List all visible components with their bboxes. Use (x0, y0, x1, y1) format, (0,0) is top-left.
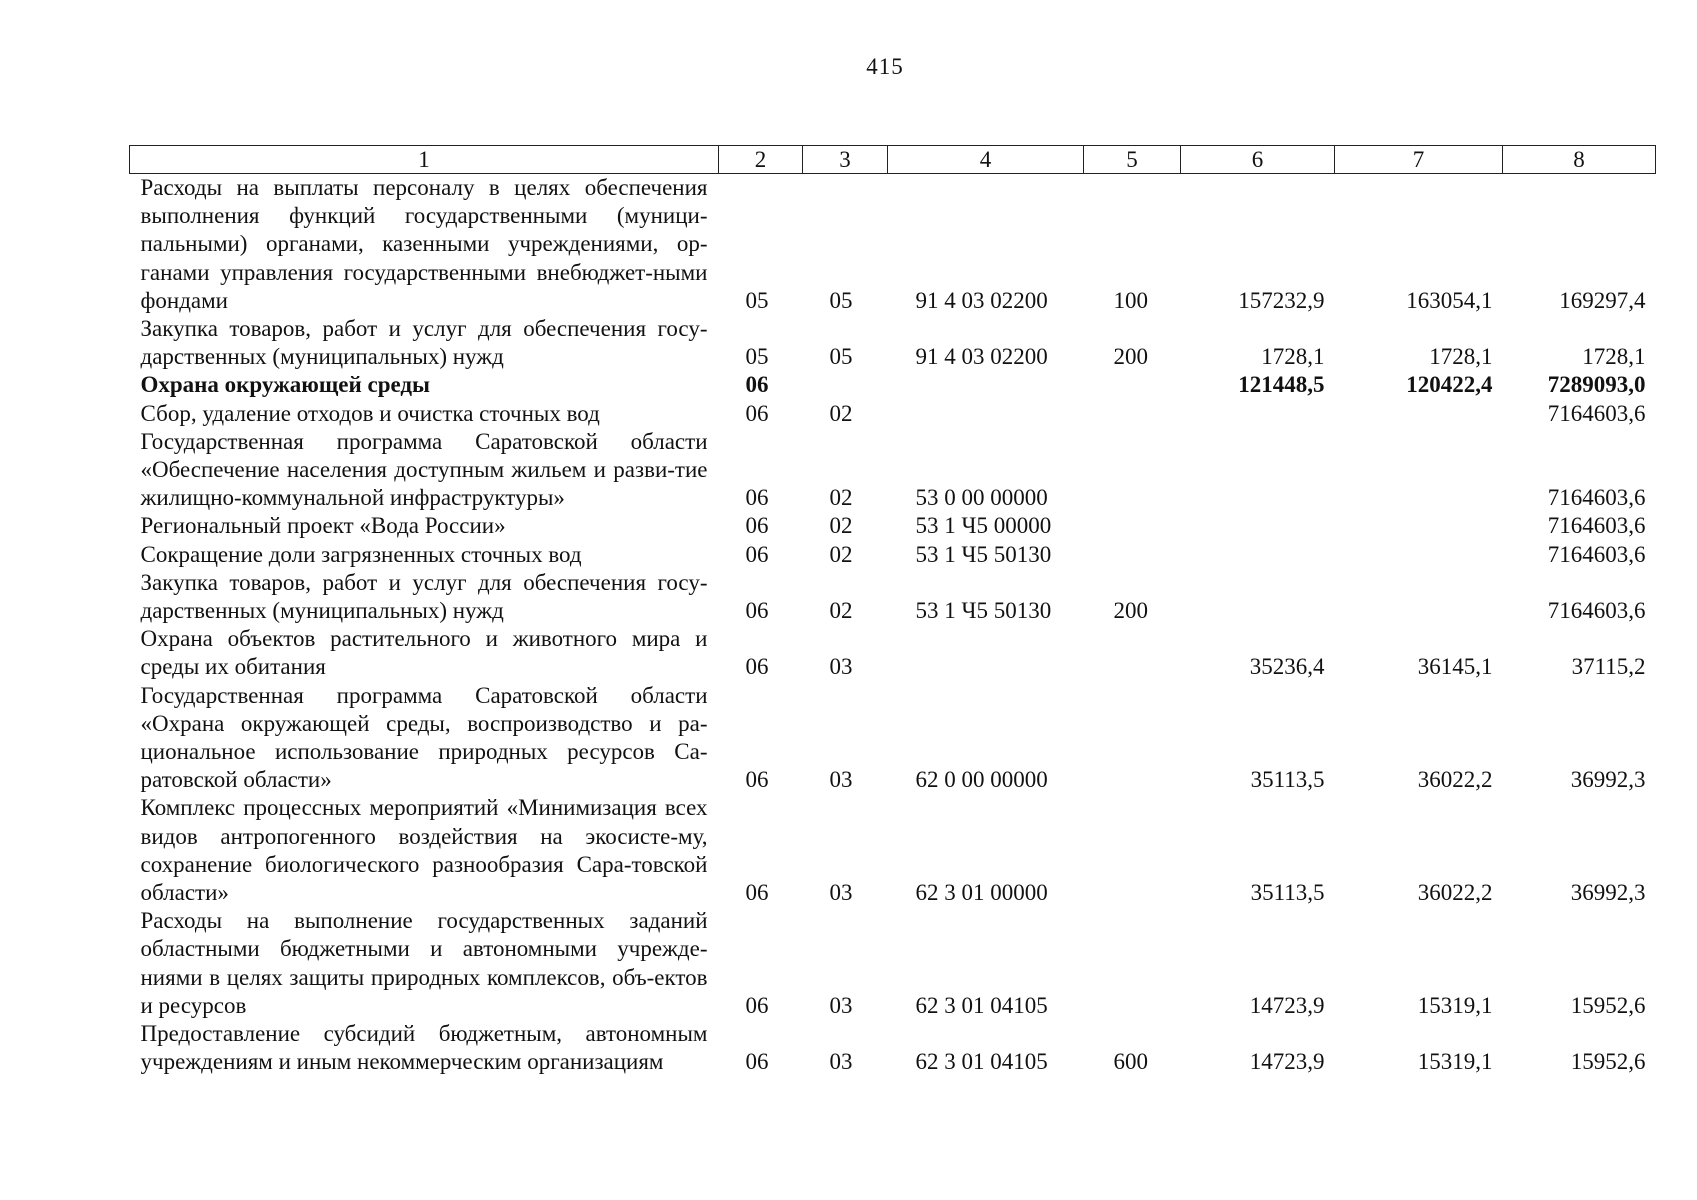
row-target-article: 62 3 01 04105 (915, 992, 1048, 1018)
row-amount-col6 (1181, 400, 1335, 428)
row-amount-col8: 169297,4 (1559, 287, 1646, 313)
row-subsection: 02 (829, 541, 853, 567)
row-amount-col8: 15952,6 (1570, 1049, 1646, 1075)
row-amount-col8: 7164603,6 (1547, 485, 1646, 511)
row-amount-col6 (1181, 541, 1335, 569)
row-amount-col8: 7164603,6 (1547, 598, 1646, 624)
row-expense-type: 100 (1113, 287, 1148, 313)
row-amount-col8: 15952,6 (1570, 992, 1646, 1018)
row-name: Расходы на выполнение государственных заданий областными бюджетными и автономными учрежде-ниями в целях защиты природных комплексов, объ-ектов и ресурсов (140, 908, 708, 1018)
table-row (130, 512, 1656, 540)
row-section: 06 (745, 654, 769, 680)
row-target-article (888, 371, 1084, 399)
row-amount-col8: 36992,3 (1570, 880, 1646, 906)
row-amount-col7 (1335, 569, 1503, 625)
row-amount-col6 (1181, 428, 1335, 513)
table-row (130, 541, 1656, 569)
row-section: 06 (745, 513, 769, 539)
table-body (130, 174, 1656, 1077)
row-expense-type (1084, 400, 1181, 428)
row-subsection: 02 (829, 400, 853, 426)
header-cell-3: 3 (803, 146, 888, 174)
table-row (130, 371, 1656, 399)
row-amount-col7 (1335, 512, 1503, 540)
row-expense-type: 600 (1113, 1049, 1148, 1075)
row-subsection: 05 (829, 344, 853, 370)
row-section: 06 (745, 1049, 769, 1075)
row-name: Закупка товаров, работ и услуг для обеспечения госу-дарственных (муниципальных) нужд (140, 569, 708, 624)
row-amount-col8: 1728,1 (1582, 344, 1646, 370)
row-target-article (888, 400, 1084, 428)
row-subsection: 02 (829, 513, 853, 539)
header-cell-4: 4 (888, 146, 1084, 174)
row-expense-type (1084, 541, 1181, 569)
table-row (130, 315, 1656, 371)
row-target-article: 62 3 01 04105 (915, 1049, 1048, 1075)
page-number: 415 (866, 54, 904, 79)
row-section: 06 (745, 767, 769, 793)
row-expense-type (1084, 512, 1181, 540)
row-subsection: 03 (829, 880, 853, 906)
row-amount-col6: 157232,9 (1238, 287, 1325, 313)
row-subsection: 03 (829, 767, 853, 793)
row-amount-col8: 7164603,6 (1547, 400, 1646, 426)
row-amount-col6: 121448,5 (1238, 372, 1325, 398)
header-cell-7: 7 (1335, 146, 1503, 174)
table-row (130, 569, 1656, 625)
table-row (130, 1020, 1656, 1076)
row-subsection: 03 (829, 1049, 853, 1075)
row-amount-col6: 1728,1 (1261, 344, 1325, 370)
row-target-article: 62 3 01 00000 (915, 880, 1048, 906)
table-row (130, 400, 1656, 428)
row-section: 06 (745, 880, 769, 906)
row-name: Расходы на выплаты персоналу в целях обеспечения выполнения функций государственными (муници-пальными) органами, казенными учреждениями, ор-ганами управления государственными внебюджет-ными фондами (140, 175, 708, 313)
row-section: 06 (745, 485, 769, 511)
row-expense-type (1084, 428, 1181, 513)
row-amount-col8: 7164603,6 (1547, 541, 1646, 567)
header-cell-1: 1 (130, 146, 719, 174)
row-amount-col8: 36992,3 (1570, 767, 1646, 793)
row-target-article: 62 0 00 00000 (915, 767, 1048, 793)
row-name: Комплекс процессных мероприятий «Минимизация всех видов антропогенного воздействия на экосисте-му, сохранение биологического разнообразия Сара-товской области» (140, 795, 708, 906)
row-section: 06 (745, 400, 769, 426)
row-amount-col6: 35236,4 (1249, 654, 1325, 680)
header-cell-2: 2 (719, 146, 803, 174)
row-subsection: 02 (829, 485, 853, 511)
row-amount-col7: 36145,1 (1417, 654, 1493, 680)
row-amount-col7: 15319,1 (1417, 1049, 1493, 1075)
row-amount-col7 (1335, 400, 1503, 428)
row-target-article: 53 1 Ч5 00000 (915, 513, 1052, 539)
row-amount-col7: 120422,4 (1406, 372, 1493, 398)
header-cell-6: 6 (1181, 146, 1335, 174)
row-expense-type (1084, 625, 1181, 681)
header-row (130, 146, 1656, 174)
row-amount-col7: 163054,1 (1406, 287, 1493, 313)
row-section: 05 (745, 287, 769, 313)
row-expense-type (1084, 682, 1181, 795)
row-amount-col6: 14723,9 (1249, 992, 1325, 1018)
row-subsection: 03 (829, 992, 853, 1018)
row-amount-col7: 1728,1 (1429, 344, 1493, 370)
row-section: 06 (745, 541, 769, 567)
row-name: Закупка товаров, работ и услуг для обеспечения госу-дарственных (муниципальных) нужд (140, 316, 708, 370)
row-name: Государственная программа Саратовской области «Обеспечение населения доступным жильем и разви-тие жилищно-коммунальной инфраструктуры» (140, 428, 708, 511)
row-target-article: 91 4 03 02200 (915, 344, 1048, 370)
row-name: Сокращение доли загрязненных сточных вод (140, 541, 582, 567)
row-amount-col8: 7289093,0 (1547, 372, 1646, 398)
row-expense-type: 200 (1113, 344, 1148, 370)
row-amount-col6: 35113,5 (1250, 767, 1325, 793)
row-target-article: 53 1 Ч5 50130 (915, 598, 1052, 624)
row-amount-col6 (1181, 512, 1335, 540)
row-amount-col7 (1335, 428, 1503, 513)
row-target-article (888, 625, 1084, 681)
row-amount-col8: 37115,2 (1571, 654, 1646, 680)
row-name: Охрана окружающей среды (140, 372, 430, 398)
row-subsection: 03 (829, 654, 853, 680)
row-name: Сбор, удаление отходов и очистка сточных вод (140, 400, 600, 426)
row-amount-col8: 7164603,6 (1547, 513, 1646, 539)
row-expense-type (1084, 371, 1181, 399)
row-expense-type: 200 (1113, 598, 1148, 624)
row-amount-col7: 36022,2 (1417, 767, 1493, 793)
row-expense-type (1084, 794, 1181, 907)
row-section: 05 (745, 344, 769, 370)
table-row (130, 428, 1656, 513)
row-amount-col6: 35113,5 (1250, 880, 1325, 906)
row-subsection: 05 (829, 287, 853, 313)
row-amount-col6 (1181, 569, 1335, 625)
row-amount-col6: 14723,9 (1249, 1049, 1325, 1075)
row-section: 06 (745, 372, 769, 398)
row-name: Предоставление субсидий бюджетным, автономным учреждениям и иным некоммерческим организациям (140, 1021, 708, 1075)
table-row (130, 625, 1656, 681)
row-subsection: 02 (829, 598, 853, 624)
row-name: Охрана объектов растительного и животного мира и среды их обитания (140, 626, 708, 680)
table-row (130, 682, 1656, 795)
header-cell-5: 5 (1084, 146, 1181, 174)
row-amount-col7: 36022,2 (1417, 880, 1493, 906)
row-name: Региональный проект «Вода России» (140, 513, 506, 539)
row-target-article: 53 0 00 00000 (915, 485, 1048, 511)
row-amount-col7: 15319,1 (1417, 992, 1493, 1018)
row-section: 06 (745, 992, 769, 1018)
row-expense-type (1084, 907, 1181, 1020)
row-target-article: 91 4 03 02200 (915, 287, 1048, 313)
table-row (130, 794, 1656, 907)
row-section: 06 (745, 598, 769, 624)
table-row (130, 907, 1656, 1020)
table-row (130, 174, 1656, 316)
row-target-article: 53 1 Ч5 50130 (915, 541, 1052, 567)
row-amount-col7 (1335, 541, 1503, 569)
row-name: Государственная программа Саратовской области «Охрана окружающей среды, воспроизводство и ра-циональное использование природных ресурсов Са-ратовской области» (140, 682, 708, 793)
header-cell-8: 8 (1503, 146, 1656, 174)
budget-table (129, 145, 1656, 1077)
table-header (130, 146, 1656, 174)
row-subsection (803, 371, 888, 399)
